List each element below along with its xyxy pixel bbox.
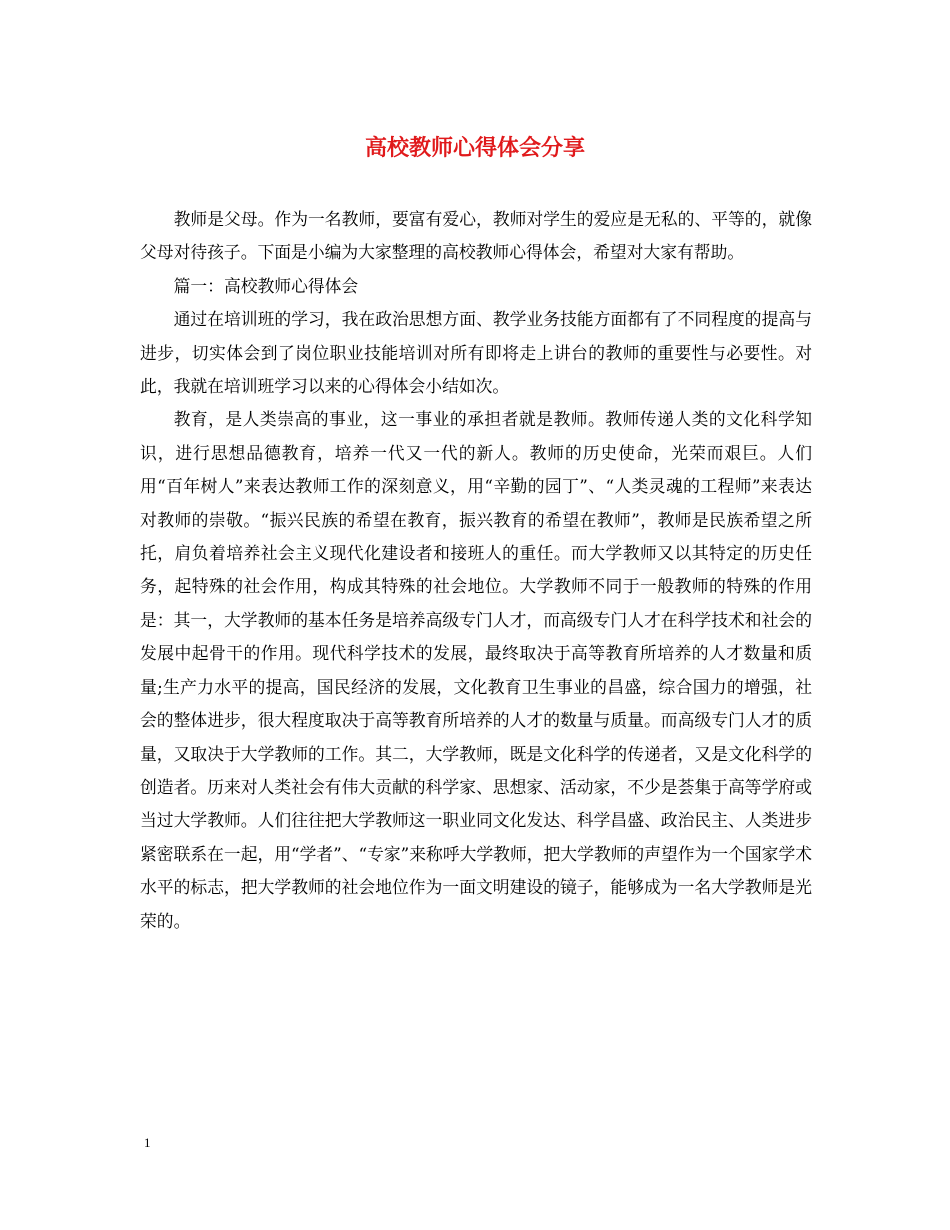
paragraph-intro: 教师是父母。作为一名教师，要富有爱心，教师对学生的爱应是无私的、平等的，就像父母对待孩子。下面是小编为大家整理的高校教师心得体会，希望对大家有帮助。 (140, 209, 812, 263)
paragraph-training: 通过在培训班的学习，我在政治思想方面、教学业务技能方面都有了不同程度的提高与进步，切实体会到了岗位职业技能培训对所有即将走上讲台的教师的重要性与必要性。对此，我就在培训班学习以来的心得体会小结如次。 (140, 309, 812, 397)
document-title: 高校教师心得体会分享 (364, 135, 585, 161)
document-body (140, 203, 812, 938)
page-number: 1 (144, 1135, 151, 1150)
paragraph-section-heading: 篇一：高校教师心得体会 (173, 275, 359, 296)
paragraph-education: 教育，是人类崇高的事业，这一事业的承担者就是教师。教师传递人类的文化科学知识，进行思想品德教育，培养一代又一代的新人。教师的历史使命，光荣而艰巨。人们用“百年树人”来表达教师工作的深刻意义，用“辛勤的园丁”、“人类灵魂的工程师”来表达对教师的崇敬。“振兴民族的希望在教育，振兴教育的希望在教师”，教师是民族希望之所托，肩负着培养社会主义现代化建设者和接班人的重任。而大学教师又以其特定的历史任务，起特殊的社会作用，构成其特殊的社会地位。大学教师不同于一般教师的特殊的作用是：其一，大学教师的基本任务是培养高级专门人才，而高级专门人才在科学技术和社会的发展中起骨干的作用。现代科学技术的发展，最终取决于高等教育所培养的人才数量和质量;生产力水平的提高，国民经济的发展，文化教育卫生事业的昌盛，综合国力的增强，社会的整体进步，很大程度取决于高等教育所培养的人才的数量与质量。而高级专门人才的质量，又取决于大学教师的工作。其二，大学教师，既是文化科学的传递者，又是文化科学的创造者。历来对人类社会有伟大贡献的科学家、思想家、活动家，不少是荟集于高等学府或当过大学教师。人们往往把大学教师这一职业同文化发达、科学昌盛、政治民主、人类进步紧密联系在一起，用“学者”、“专家”来称呼大学教师，把大学教师的声望作为一个国家学术水平的标志，把大学教师的社会地位作为一面文明建设的镜子，能够成为一名大学教师是光荣的。 (140, 409, 813, 931)
